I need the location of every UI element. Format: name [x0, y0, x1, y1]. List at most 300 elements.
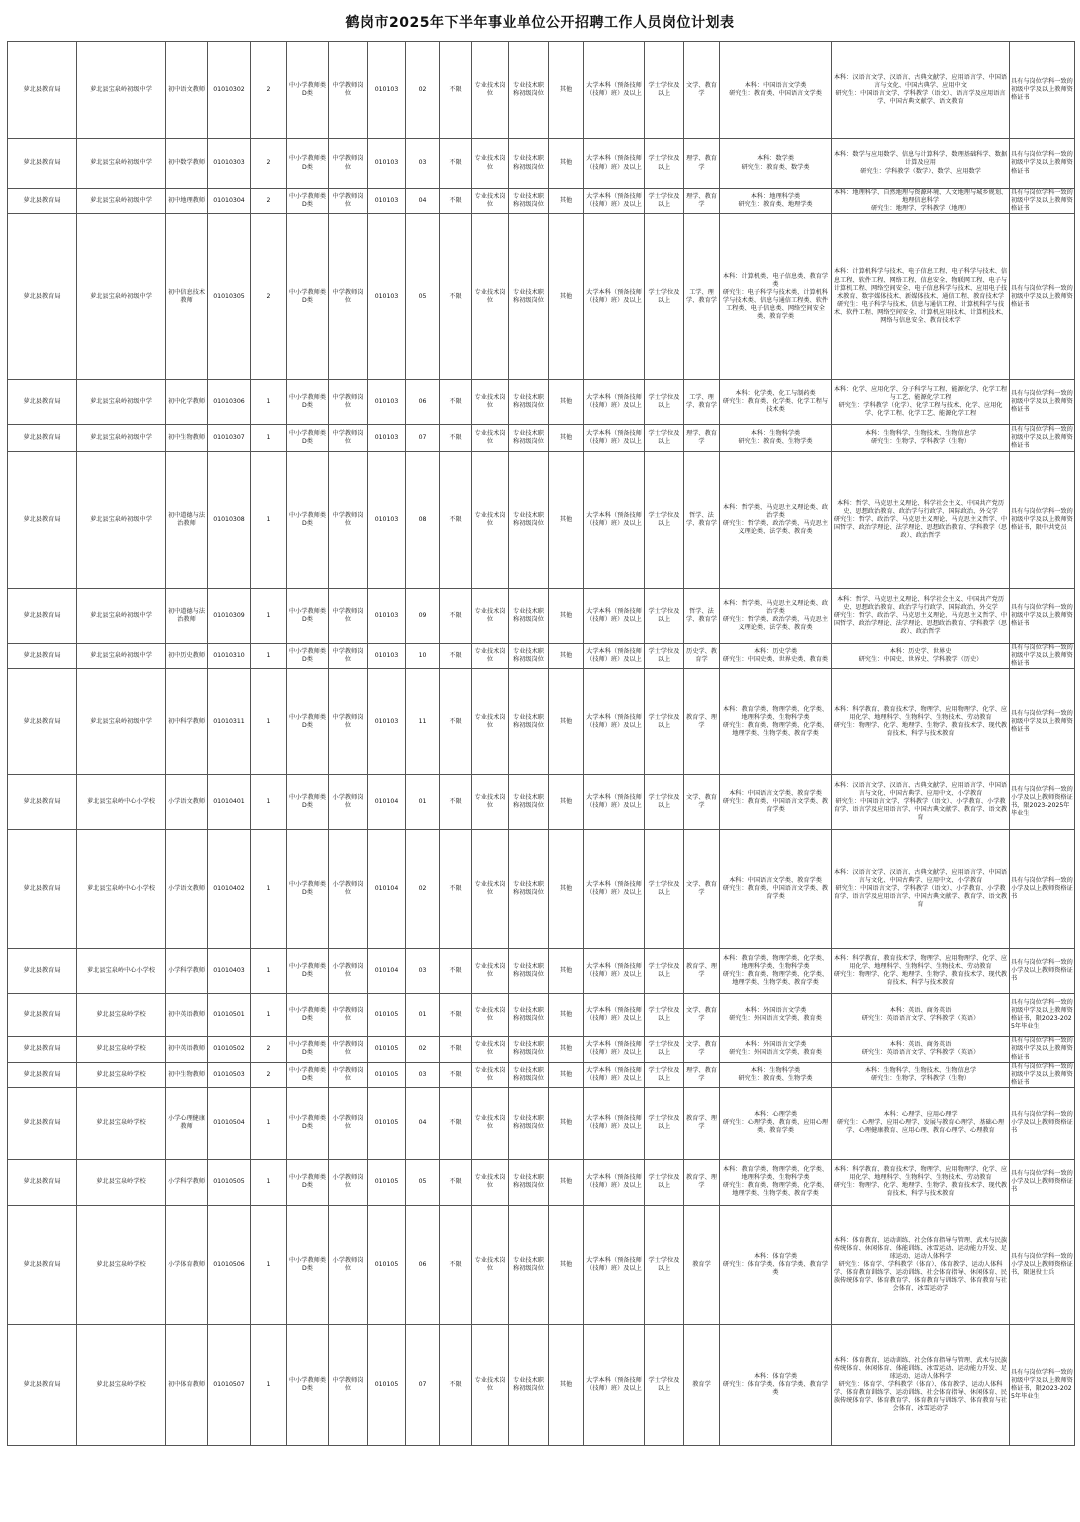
major-cell: 本科：历史学、世界史 研究生：中国史、世界史、学科教学（历史） [832, 644, 1010, 669]
post-level-cell: 专业技术职称初级岗位 [509, 949, 549, 994]
post-category-cell: 小学教师岗位 [329, 949, 368, 994]
position-code-cell: 01010502 [208, 1037, 251, 1062]
major-category-cell: 本科：体育学类 研究生：体育学类、体育学类、教育学类 [720, 1324, 832, 1445]
degree-cell: 学士学位及以上 [645, 214, 684, 380]
unit-code-cell: 010105 [368, 1062, 406, 1087]
table-row [8, 1062, 1075, 1087]
degree-cell: 学士学位及以上 [645, 830, 684, 949]
post-level-cell: 专业技术职称初级岗位 [509, 1087, 549, 1159]
post-category-cell: 小学教师岗位 [329, 1087, 368, 1159]
other-requirements-cell: 具有与岗位学科一致的初级中学及以上教师资格证书 [1011, 644, 1073, 668]
post-level-cell: 专业技术职称初级岗位 [509, 452, 549, 589]
major-cell: 本科：科学教育、教育技术学、物理学、应用物理学、化学、应用化学、地理科学、生物科学、生物技术、劳动教育 研究生：物理学、化学、地理学、生物学、教育技术学、现代教育技术、科学与技术教育 [832, 1159, 1010, 1205]
major-category-cell: 本科：中国语言文学类、教育学类 研究生：教育类、中国语言文学类、教育学类 [720, 830, 832, 949]
position-name-cell: 初中语文教师 [166, 42, 208, 139]
source-cell: 其他 [549, 994, 584, 1037]
post-category-cell: 中学教师岗位 [329, 214, 368, 380]
education-cell: 大学本科（预备技师（技师）班）及以上 [584, 425, 645, 452]
employer-cell: 萝北县宝泉岭学校 [77, 1324, 166, 1445]
post-seq-cell: 04 [406, 189, 440, 214]
employer-cell: 萝北县宝泉岭中心小学校 [77, 949, 166, 994]
table-row [8, 1037, 1075, 1062]
unit-code-cell: 010103 [368, 189, 406, 214]
headcount-cell: 1 [251, 589, 287, 644]
source-cell: 其他 [549, 1037, 584, 1062]
department-cell: 萝北县教育局 [8, 1037, 77, 1062]
major-category-cell: 本科：地理科学类 研究生：教育类、地理学类 [720, 189, 832, 214]
source-cell: 其他 [549, 949, 584, 994]
discipline-cell: 工学、理学、教育学 [684, 380, 720, 425]
major-cell: 本科：汉语言文学、汉语言、古典文献学、应用语言学、中国语言与文化、中国古典学、应用中文、小学教育 研究生：中国语言文学、学科教学（语文）、小学教育、小学教育学、语言学及应用语言学、中国古典文献学、教育学、语文教育 [832, 830, 1010, 949]
major-cell: 本科：哲学、马克思主义理论、科学社会主义、中国共产党历史、思想政治教育、政治学与行政学、国际政治、外交学 研究生：哲学、政治学、马克思主义理论、马克思主义哲学、中国哲学、政治学理论、法学理论、思想政治教育、学科教学（思政）、政治哲学 [832, 589, 1010, 644]
education-cell: 大学本科（预备技师（技师）班）及以上 [584, 589, 645, 644]
degree-cell: 学士学位及以上 [645, 644, 684, 669]
table-row [8, 1205, 1075, 1324]
headcount-cell: 1 [251, 775, 287, 830]
table-row [8, 775, 1075, 830]
post-seq-cell: 05 [406, 214, 440, 380]
exam-category-cell: 中小学教师类D类 [287, 425, 329, 452]
employer-cell: 萝北县宝泉岭中心小学校 [77, 830, 166, 949]
exam-category-cell: 中小学教师类D类 [287, 1205, 329, 1324]
headcount-cell: 1 [251, 949, 287, 994]
discipline-cell: 教育学 [684, 1205, 720, 1324]
major-category-cell: 本科：计算机类、电子信息类、教育学类 研究生：电子科学与技术类、计算机科学与技术类、信息与通信工程类、软件工程类、电子信息类、网络空间安全类、教育学类 [720, 214, 832, 380]
post-level-cell: 专业技术职称初级岗位 [509, 1062, 549, 1087]
post-type-cell: 专业技术岗位 [472, 775, 509, 830]
post-type-cell: 专业技术岗位 [472, 1087, 509, 1159]
position-name-cell: 初中数学教师 [166, 139, 208, 189]
department-cell: 萝北县教育局 [8, 994, 77, 1037]
employer-cell: 萝北县宝泉岭初级中学 [77, 644, 166, 669]
post-category-cell: 小学教师岗位 [329, 775, 368, 830]
unit-code-cell: 010103 [368, 669, 406, 775]
unit-code-cell: 010104 [368, 775, 406, 830]
education-cell: 大学本科（预备技师（技师）班）及以上 [584, 1205, 645, 1324]
post-seq-cell: 02 [406, 830, 440, 949]
employer-cell: 萝北县宝泉岭初级中学 [77, 42, 166, 139]
discipline-cell: 理学、教育学 [684, 425, 720, 452]
department-cell: 萝北县教育局 [8, 1062, 77, 1087]
headcount-cell: 2 [251, 214, 287, 380]
table-row [8, 425, 1075, 452]
source-cell: 其他 [549, 42, 584, 139]
source-cell: 其他 [549, 589, 584, 644]
post-category-cell: 中学教师岗位 [329, 589, 368, 644]
unit-code-cell: 010105 [368, 1037, 406, 1062]
degree-cell: 学士学位及以上 [645, 1324, 684, 1445]
post-category-cell: 小学教师岗位 [329, 1205, 368, 1324]
position-name-cell: 初中英语教师 [166, 1037, 208, 1062]
department-cell: 萝北县教育局 [8, 669, 77, 775]
major-category-cell: 本科：数学类 研究生：教育类、数学类 [720, 139, 832, 189]
post-type-cell: 专业技术岗位 [472, 1159, 509, 1205]
employer-cell: 萝北县宝泉岭学校 [77, 1087, 166, 1159]
gender-cell: 不限 [440, 644, 472, 669]
post-type-cell: 专业技术岗位 [472, 214, 509, 380]
other-requirements-cell: 具有与岗位学科一致的小学及以上教师资格证书 [1010, 1159, 1075, 1205]
post-type-cell: 专业技术岗位 [472, 425, 509, 452]
department-cell: 萝北县教育局 [8, 644, 77, 669]
table-row [8, 589, 1075, 644]
employer-cell: 萝北县宝泉岭中心小学校 [77, 775, 166, 830]
major-cell: 本科：科学教育、教育技术学、物理学、应用物理学、化学、应用化学、地理科学、生物科学、生物技术、劳动教育 研究生：物理学、化学、地理学、生物学、教育技术学、现代教育技术、科学与技术教育 [832, 669, 1010, 775]
position-name-cell: 初中历史教师 [166, 644, 208, 669]
position-name-cell: 初中信息技术教师 [166, 214, 208, 380]
unit-code-cell: 010103 [368, 589, 406, 644]
degree-cell: 学士学位及以上 [645, 775, 684, 830]
post-level-cell: 专业技术职称初级岗位 [509, 214, 549, 380]
major-category-cell: 本科：教育学类、物理学类、化学类、地理科学类、生物科学类 研究生：教育类、物理学类、化学类、地理学类、生物学类、教育学类 [720, 669, 832, 775]
position-code-cell: 01010506 [208, 1205, 251, 1324]
education-cell: 大学本科（预备技师（技师）班）及以上 [584, 1324, 645, 1445]
major-cell: 本科：科学教育、教育技术学、物理学、应用物理学、化学、应用化学、地理科学、生物科学、生物技术、劳动教育 研究生：物理学、化学、地理学、生物学、教育技术学、现代教育技术、科学与技术教育 [832, 949, 1010, 994]
gender-cell: 不限 [440, 380, 472, 425]
other-requirements-cell: 具有与岗位学科一致的初级中学及以上教师资格证书 [1010, 589, 1075, 644]
degree-cell: 学士学位及以上 [645, 189, 684, 214]
gender-cell: 不限 [440, 1087, 472, 1159]
position-name-cell: 小学科学教师 [166, 949, 208, 994]
major-category-cell: 本科：外国语言文学类 研究生：外国语言文学类、教育类 [720, 994, 832, 1037]
exam-category-cell: 中小学教师类D类 [287, 1037, 329, 1062]
source-cell: 其他 [549, 1062, 584, 1087]
table-row [8, 139, 1075, 189]
discipline-cell: 教育学、理学 [684, 1159, 720, 1205]
table-row [8, 189, 1075, 214]
source-cell: 其他 [549, 1205, 584, 1324]
education-cell: 大学本科（预备技师（技师）班）及以上 [584, 452, 645, 589]
degree-cell: 学士学位及以上 [645, 949, 684, 994]
post-seq-cell: 06 [406, 380, 440, 425]
source-cell: 其他 [549, 214, 584, 380]
headcount-cell: 1 [251, 1159, 287, 1205]
post-level-cell: 专业技术职称初级岗位 [509, 669, 549, 775]
exam-category-cell: 中小学教师类D类 [287, 775, 329, 830]
degree-cell: 学士学位及以上 [645, 452, 684, 589]
post-type-cell: 专业技术岗位 [472, 1062, 509, 1087]
source-cell: 其他 [549, 1087, 584, 1159]
discipline-cell: 文学、教育学 [684, 42, 720, 139]
other-requirements-cell: 具有与岗位学科一致的初级中学及以上教师资格证书 [1010, 139, 1075, 189]
position-name-cell: 小学体育教师 [166, 1205, 208, 1324]
gender-cell: 不限 [440, 994, 472, 1037]
unit-code-cell: 010103 [368, 644, 406, 669]
table-row [8, 1324, 1075, 1445]
gender-cell: 不限 [440, 589, 472, 644]
discipline-cell: 哲学、法学、教育学 [684, 452, 720, 589]
department-cell: 萝北县教育局 [8, 214, 77, 380]
major-category-cell: 本科：中国语言文学类、教育学类 研究生：教育类、中国语言文学类、教育学类 [720, 775, 832, 830]
other-requirements-cell: 具有与岗位学科一致的初级中学及以上教师资格证书 [1011, 1062, 1073, 1086]
education-cell: 大学本科（预备技师（技师）班）及以上 [584, 1037, 645, 1062]
post-type-cell: 专业技术岗位 [472, 1205, 509, 1324]
unit-code-cell: 010103 [368, 214, 406, 380]
table-row [8, 1087, 1075, 1159]
employer-cell: 萝北县宝泉岭初级中学 [77, 669, 166, 775]
discipline-cell: 文学、教育学 [684, 1037, 720, 1062]
post-level-cell: 专业技术职称初级岗位 [509, 425, 549, 452]
page-title: 鹤岗市2025年下半年事业单位公开招聘工作人员岗位计划表 [345, 15, 735, 31]
unit-code-cell: 010103 [368, 425, 406, 452]
major-cell: 本科：英语、商务英语 研究生：英语语言文学、学科教学（英语） [832, 1037, 1010, 1062]
post-type-cell: 专业技术岗位 [472, 994, 509, 1037]
major-cell: 本科：汉语言文学、汉语言、古典文献学、应用语言学、中国语言与文化、中国古典学、应用中文、小学教育 研究生：中国语言文学、学科教学（语文）、小学教育、小学教育学、语言学及应用语言学、中国古典文献学、教育学、语文教育 [832, 775, 1010, 830]
position-name-cell: 小学心理健康教师 [166, 1087, 208, 1159]
department-cell: 萝北县教育局 [8, 949, 77, 994]
post-level-cell: 专业技术职称初级岗位 [509, 1324, 549, 1445]
position-code-cell: 01010310 [208, 644, 251, 669]
education-cell: 大学本科（预备技师（技师）班）及以上 [584, 994, 645, 1037]
major-cell: 本科：化学、应用化学、分子科学与工程、能源化学、化学工程与工艺、能源化学工程 研究生：学科教学（化学）、化学工程与技术、化学、应用化学、化学工程、化学工艺、能源化学工程 [832, 380, 1010, 425]
post-level-cell: 专业技术职称初级岗位 [509, 380, 549, 425]
source-cell: 其他 [549, 452, 584, 589]
degree-cell: 学士学位及以上 [645, 589, 684, 644]
discipline-cell: 教育学 [684, 1324, 720, 1445]
employer-cell: 萝北县宝泉岭初级中学 [77, 189, 166, 214]
department-cell: 萝北县教育局 [8, 1087, 77, 1159]
employer-cell: 萝北县宝泉岭学校 [77, 1037, 166, 1062]
position-code-cell: 01010303 [208, 139, 251, 189]
post-seq-cell: 10 [406, 644, 440, 669]
post-type-cell: 专业技术岗位 [472, 644, 509, 669]
headcount-cell: 1 [251, 1324, 287, 1445]
discipline-cell: 文学、教育学 [684, 775, 720, 830]
post-category-cell: 中学教师岗位 [329, 1062, 368, 1087]
unit-code-cell: 010105 [368, 1324, 406, 1445]
post-seq-cell: 03 [406, 949, 440, 994]
post-seq-cell: 11 [406, 669, 440, 775]
unit-code-cell: 010105 [368, 1159, 406, 1205]
exam-category-cell: 中小学教师类D类 [287, 214, 329, 380]
major-category-cell: 本科：化学类、化工与制药类 研究生：教育类、化学类、化学工程与技术类 [720, 380, 832, 425]
headcount-cell: 1 [251, 830, 287, 949]
exam-category-cell: 中小学教师类D类 [287, 1087, 329, 1159]
position-code-cell: 01010504 [208, 1087, 251, 1159]
exam-category-cell: 中小学教师类D类 [287, 139, 329, 189]
other-requirements-cell: 具有与岗位学科一致的小学及以上教师资格证书 [1010, 1087, 1075, 1159]
other-requirements-cell: 具有与岗位学科一致的小学及以上教师资格证书 [1010, 830, 1075, 949]
major-cell: 本科：心理学、应用心理学 研究生：心理学、应用心理学、发展与教育心理学、基础心理学、心理健康教育、应用心理、教育心理学、心理教育 [832, 1087, 1010, 1159]
department-cell: 萝北县教育局 [8, 775, 77, 830]
other-requirements-cell: 具有与岗位学科一致的小学及以上教师资格证书 [1010, 949, 1075, 994]
post-level-cell: 专业技术职称初级岗位 [509, 1159, 549, 1205]
headcount-cell: 1 [251, 669, 287, 775]
headcount-cell: 2 [251, 42, 287, 139]
post-category-cell: 中学教师岗位 [329, 1324, 368, 1445]
department-cell: 萝北县教育局 [8, 189, 77, 214]
major-category-cell: 本科：历史学类 研究生：中国史类、世界史类、教育类 [720, 644, 832, 669]
degree-cell: 学士学位及以上 [645, 1037, 684, 1062]
position-name-cell: 初中生物教师 [166, 425, 208, 452]
degree-cell: 学士学位及以上 [645, 1205, 684, 1324]
position-plan-table [7, 41, 1075, 1495]
gender-cell: 不限 [440, 949, 472, 994]
unit-code-cell: 010105 [368, 994, 406, 1037]
major-category-cell: 本科：中国语言文学类 研究生：教育类、中国语言文学类 [720, 42, 832, 139]
unit-code-cell: 010103 [368, 452, 406, 589]
blank-footer-row [8, 1445, 1075, 1495]
exam-category-cell: 中小学教师类D类 [287, 644, 329, 669]
post-type-cell: 专业技术岗位 [472, 380, 509, 425]
employer-cell: 萝北县宝泉岭学校 [77, 1159, 166, 1205]
education-cell: 大学本科（预备技师（技师）班）及以上 [584, 139, 645, 189]
exam-category-cell: 中小学教师类D类 [287, 669, 329, 775]
position-code-cell: 01010307 [208, 425, 251, 452]
position-code-cell: 01010401 [208, 775, 251, 830]
headcount-cell: 2 [251, 1062, 287, 1087]
employer-cell: 萝北县宝泉岭初级中学 [77, 139, 166, 189]
other-requirements-cell: 具有与岗位学科一致的初级中学及以上教师资格证书，限2023-2025年毕业生 [1010, 1324, 1075, 1445]
exam-category-cell: 中小学教师类D类 [287, 949, 329, 994]
headcount-cell: 1 [251, 994, 287, 1037]
education-cell: 大学本科（预备技师（技师）班）及以上 [584, 830, 645, 949]
other-requirements-cell: 具有与岗位学科一致的小学及以上教师资格证书，限2023-2025年毕业生 [1010, 775, 1075, 830]
post-level-cell: 专业技术职称初级岗位 [509, 1037, 549, 1062]
education-cell: 大学本科（预备技师（技师）班）及以上 [584, 214, 645, 380]
headcount-cell: 1 [251, 644, 287, 669]
table-row [8, 380, 1075, 425]
post-type-cell: 专业技术岗位 [472, 589, 509, 644]
discipline-cell: 教育学、理学 [684, 949, 720, 994]
degree-cell: 学士学位及以上 [645, 139, 684, 189]
post-category-cell: 中学教师岗位 [329, 994, 368, 1037]
discipline-cell: 历史学、教育学 [684, 644, 720, 669]
post-level-cell: 专业技术职称初级岗位 [509, 42, 549, 139]
post-category-cell: 中学教师岗位 [329, 42, 368, 139]
post-seq-cell: 02 [406, 42, 440, 139]
post-seq-cell: 01 [406, 775, 440, 830]
post-category-cell: 中学教师岗位 [329, 669, 368, 775]
exam-category-cell: 中小学教师类D类 [287, 994, 329, 1037]
employer-cell: 萝北县宝泉岭学校 [77, 1062, 166, 1087]
other-requirements-cell: 具有与岗位学科一致的小学及以上教师资格证书，限退役士兵 [1010, 1205, 1075, 1324]
position-name-cell: 初中地理教师 [166, 189, 208, 214]
post-seq-cell: 09 [406, 589, 440, 644]
other-requirements-cell: 具有与岗位学科一致的初级中学及以上教师资格证书，限中共党员 [1010, 452, 1075, 589]
post-seq-cell: 06 [406, 1205, 440, 1324]
education-cell: 大学本科（预备技师（技师）班）及以上 [584, 775, 645, 830]
other-requirements-cell: 具有与岗位学科一致的初级中学及以上教师资格证书 [1011, 1037, 1073, 1061]
exam-category-cell: 中小学教师类D类 [287, 380, 329, 425]
education-cell: 大学本科（预备技师（技师）班）及以上 [584, 1087, 645, 1159]
post-level-cell: 专业技术职称初级岗位 [509, 589, 549, 644]
degree-cell: 学士学位及以上 [645, 42, 684, 139]
major-cell: 本科：地理科学、自然地理与资源环境、人文地理与城乡规划、地理信息科学 研究生：地理学、学科教学（地理） [832, 189, 1010, 214]
employer-cell: 萝北县宝泉岭学校 [77, 994, 166, 1037]
source-cell: 其他 [549, 644, 584, 669]
position-code-cell: 01010501 [208, 994, 251, 1037]
major-category-cell: 本科：心理学类 研究生：心理学类、教育类、应用心理类、教育学类 [720, 1087, 832, 1159]
table-row [8, 830, 1075, 949]
department-cell: 萝北县教育局 [8, 452, 77, 589]
gender-cell: 不限 [440, 669, 472, 775]
major-cell: 本科：英语、商务英语 研究生：英语语言文学、学科教学（英语） [832, 994, 1010, 1037]
discipline-cell: 工学、理学、教育学 [684, 214, 720, 380]
degree-cell: 学士学位及以上 [645, 669, 684, 775]
discipline-cell: 文学、教育学 [684, 830, 720, 949]
headcount-cell: 2 [251, 189, 287, 214]
major-cell: 本科：数学与应用数学、信息与计算科学、数理基础科学、数据计算及应用 研究生：学科教学（数学）、数学、应用数学 [832, 139, 1010, 189]
department-cell: 萝北县教育局 [8, 830, 77, 949]
post-category-cell: 中学教师岗位 [329, 139, 368, 189]
post-level-cell: 专业技术职称初级岗位 [509, 775, 549, 830]
position-code-cell: 01010308 [208, 452, 251, 589]
department-cell: 萝北县教育局 [8, 139, 77, 189]
post-type-cell: 专业技术岗位 [472, 42, 509, 139]
post-category-cell: 小学教师岗位 [329, 1159, 368, 1205]
table-row [8, 644, 1075, 669]
position-code-cell: 01010302 [208, 42, 251, 139]
other-requirements-cell: 具有与岗位学科一致的初级中学及以上教师资格证书 [1010, 42, 1075, 139]
degree-cell: 学士学位及以上 [645, 1159, 684, 1205]
unit-code-cell: 010103 [368, 139, 406, 189]
post-category-cell: 小学教师岗位 [329, 830, 368, 949]
gender-cell: 不限 [440, 1159, 472, 1205]
education-cell: 大学本科（预备技师（技师）班）及以上 [584, 1062, 645, 1087]
position-code-cell: 01010507 [208, 1324, 251, 1445]
unit-code-cell: 010103 [368, 42, 406, 139]
major-category-cell: 本科：体育学类 研究生：体育学类、体育学类、教育学类 [720, 1205, 832, 1324]
position-code-cell: 01010309 [208, 589, 251, 644]
gender-cell: 不限 [440, 775, 472, 830]
post-type-cell: 专业技术岗位 [472, 1037, 509, 1062]
headcount-cell: 1 [251, 1205, 287, 1324]
department-cell: 萝北县教育局 [8, 380, 77, 425]
position-code-cell: 01010402 [208, 830, 251, 949]
gender-cell: 不限 [440, 1324, 472, 1445]
discipline-cell: 理学、教育学 [684, 1062, 720, 1087]
exam-category-cell: 中小学教师类D类 [287, 830, 329, 949]
position-name-cell: 小学语文教师 [166, 775, 208, 830]
headcount-cell: 1 [251, 380, 287, 425]
education-cell: 大学本科（预备技师（技师）班）及以上 [584, 189, 645, 214]
other-requirements-cell: 具有与岗位学科一致的初级中学及以上教师资格证书 [1010, 214, 1075, 380]
major-cell: 本科：体育教育、运动训练、社会体育指导与管理、武术与民族传统体育、休闲体育、体能训练、冰雪运动、运动能力开发、足球运动、运动人体科学 研究生：体育学、学科教学（体育）、体育教学、运动人体科学、体育教育训练学、运动训练、社会体育指导、休闲体育、民族传统体育学、体育教育学、体育教育与训练学、体育教育与社会体育、冰雪运动学 [832, 1324, 1010, 1445]
post-seq-cell: 04 [406, 1087, 440, 1159]
employer-cell: 萝北县宝泉岭初级中学 [77, 425, 166, 452]
post-seq-cell: 08 [406, 452, 440, 589]
source-cell: 其他 [549, 380, 584, 425]
source-cell: 其他 [549, 1324, 584, 1445]
degree-cell: 学士学位及以上 [645, 1087, 684, 1159]
employer-cell: 萝北县宝泉岭初级中学 [77, 380, 166, 425]
education-cell: 大学本科（预备技师（技师）班）及以上 [584, 1159, 645, 1205]
position-code-cell: 01010305 [208, 214, 251, 380]
major-cell: 本科：汉语言文学、汉语言、古典文献学、应用语言学、中国语言与文化、中国古典学、应用中文 研究生：中国语言文学、学科教学（语文）、语言学及应用语言学、中国古典文献学、语文教育 [832, 42, 1010, 139]
exam-category-cell: 中小学教师类D类 [287, 1324, 329, 1445]
position-name-cell: 初中体育教师 [166, 1324, 208, 1445]
degree-cell: 学士学位及以上 [645, 425, 684, 452]
major-category-cell: 本科：生物科学类 研究生：教育类、生物学类 [720, 425, 832, 452]
position-name-cell: 初中英语教师 [166, 994, 208, 1037]
gender-cell: 不限 [440, 189, 472, 214]
post-seq-cell: 02 [406, 1037, 440, 1062]
department-cell: 萝北县教育局 [8, 1205, 77, 1324]
discipline-cell: 教育学、理学 [684, 669, 720, 775]
position-code-cell: 01010505 [208, 1159, 251, 1205]
major-cell: 本科：哲学、马克思主义理论、科学社会主义、中国共产党历史、思想政治教育、政治学与行政学、国际政治、外交学 研究生：哲学、政治学、马克思主义理论、马克思主义哲学、中国哲学、政治学理论、法学理论、思想政治教育、学科教学（思政）、政治哲学 [832, 452, 1010, 589]
education-cell: 大学本科（预备技师（技师）班）及以上 [584, 42, 645, 139]
post-category-cell: 中学教师岗位 [329, 380, 368, 425]
post-seq-cell: 07 [406, 425, 440, 452]
major-cell: 本科：生物科学、生物技术、生物信息学 研究生：生物学、学科教学（生物） [832, 425, 1010, 452]
gender-cell: 不限 [440, 214, 472, 380]
post-category-cell: 中学教师岗位 [329, 425, 368, 452]
unit-code-cell: 010104 [368, 830, 406, 949]
other-requirements-cell: 具有与岗位学科一致的初级中学及以上教师资格证书，限2023-2025年毕业生 [1010, 994, 1075, 1037]
table-row [8, 214, 1075, 380]
post-type-cell: 专业技术岗位 [472, 139, 509, 189]
